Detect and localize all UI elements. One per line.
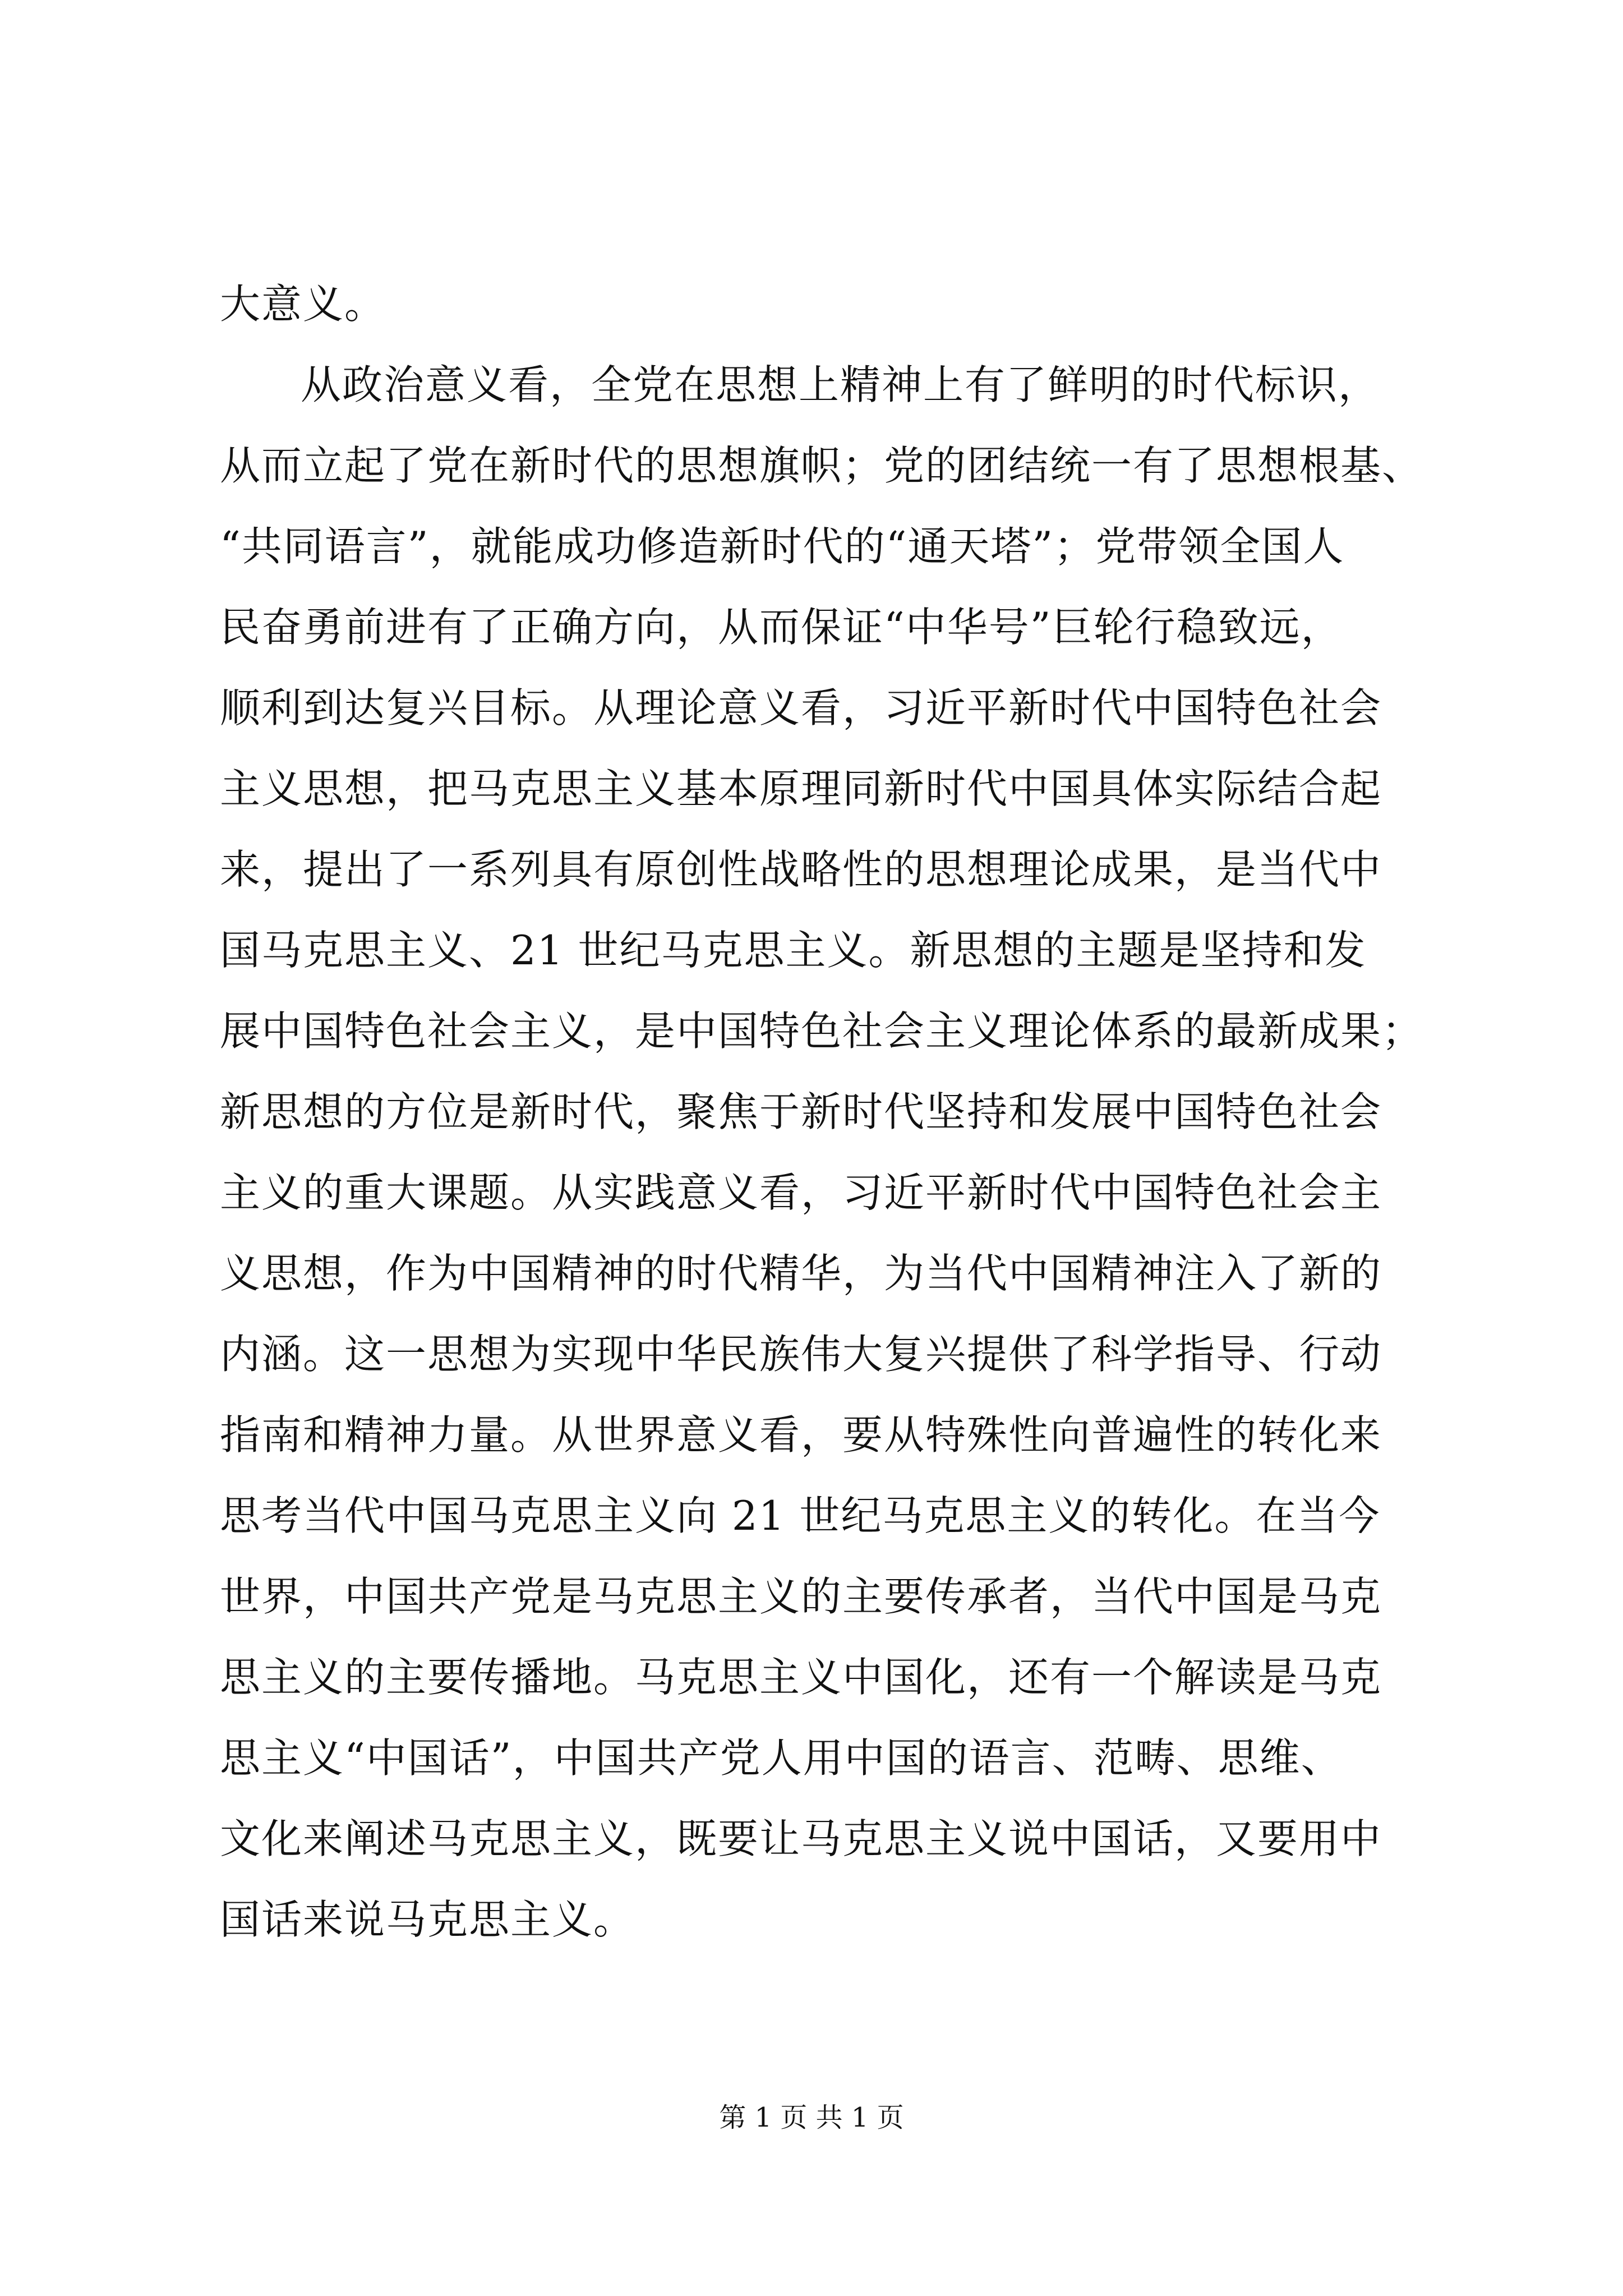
text-line: 世界，中国共产党是马克思主义的主要传承者，当代中国是马克 — [220, 1573, 1382, 1620]
text-line: 思主义的主要传播地。马克思主义中国化，还有一个解读是马克 — [220, 1654, 1382, 1701]
paragraph-first-line: 从政治意义看，全党在思想上精神上有了鲜明的时代标识， — [301, 361, 1380, 408]
text-line: 内涵。这一思想为实现中华民族伟大复兴提供了科学指导、行动 — [220, 1331, 1382, 1378]
text-line: 从而立起了党在新时代的思想旗帜；党的团结统一有了思想根基、 — [220, 442, 1424, 489]
text-line: 来，提出了一系列具有原创性战略性的思想理论成果，是当代中 — [220, 846, 1382, 893]
text-line: 新思想的方位是新时代，聚焦于新时代坚持和发展中国特色社会 — [220, 1088, 1382, 1135]
text-line: 思考当代中国马克思主义向 21 世纪马克思主义的转化。在当今 — [220, 1492, 1381, 1539]
text-line: 展中国特色社会主义，是中国特色社会主义理论体系的最新成果； — [220, 1007, 1424, 1055]
text-line: 国马克思主义、21 世纪马克思主义。新思想的主题是坚持和发 — [220, 927, 1367, 974]
text-line: 义思想，作为中国精神的时代精华，为当代中国精神注入了新的 — [220, 1250, 1382, 1297]
text-line: 主义的重大课题。从实践意义看，习近平新时代中国特色社会主 — [220, 1169, 1382, 1216]
body-text — [220, 264, 1431, 1960]
text-line: 指南和精神力量。从世界意义看，要从特殊性向普遍性的转化来 — [220, 1411, 1382, 1458]
text-line: 文化来阐述马克思主义，既要让马克思主义说中国话，又要用中 — [220, 1815, 1382, 1862]
text-line: 大意义。 — [220, 280, 386, 328]
text-line: “共同语言”，就能成功修造新时代的“通天塔”；党带领全国人 — [220, 523, 1345, 570]
text-line: 民奋勇前进有了正确方向，从而保证“中华号”巨轮行稳致远， — [220, 604, 1343, 651]
page-footer: 第 1 页 共 1 页 — [719, 2102, 904, 2133]
text-line: 思主义“中国话”，中国共产党人用中国的语言、范畴、思维、 — [220, 1734, 1343, 1782]
text-line: 主义思想，把马克思主义基本原理同新时代中国具体实际结合起 — [220, 765, 1382, 812]
text-line: 国话来说马克思主义。 — [220, 1896, 635, 1943]
text-line: 顺利到达复兴目标。从理论意义看，习近平新时代中国特色社会 — [220, 684, 1382, 731]
